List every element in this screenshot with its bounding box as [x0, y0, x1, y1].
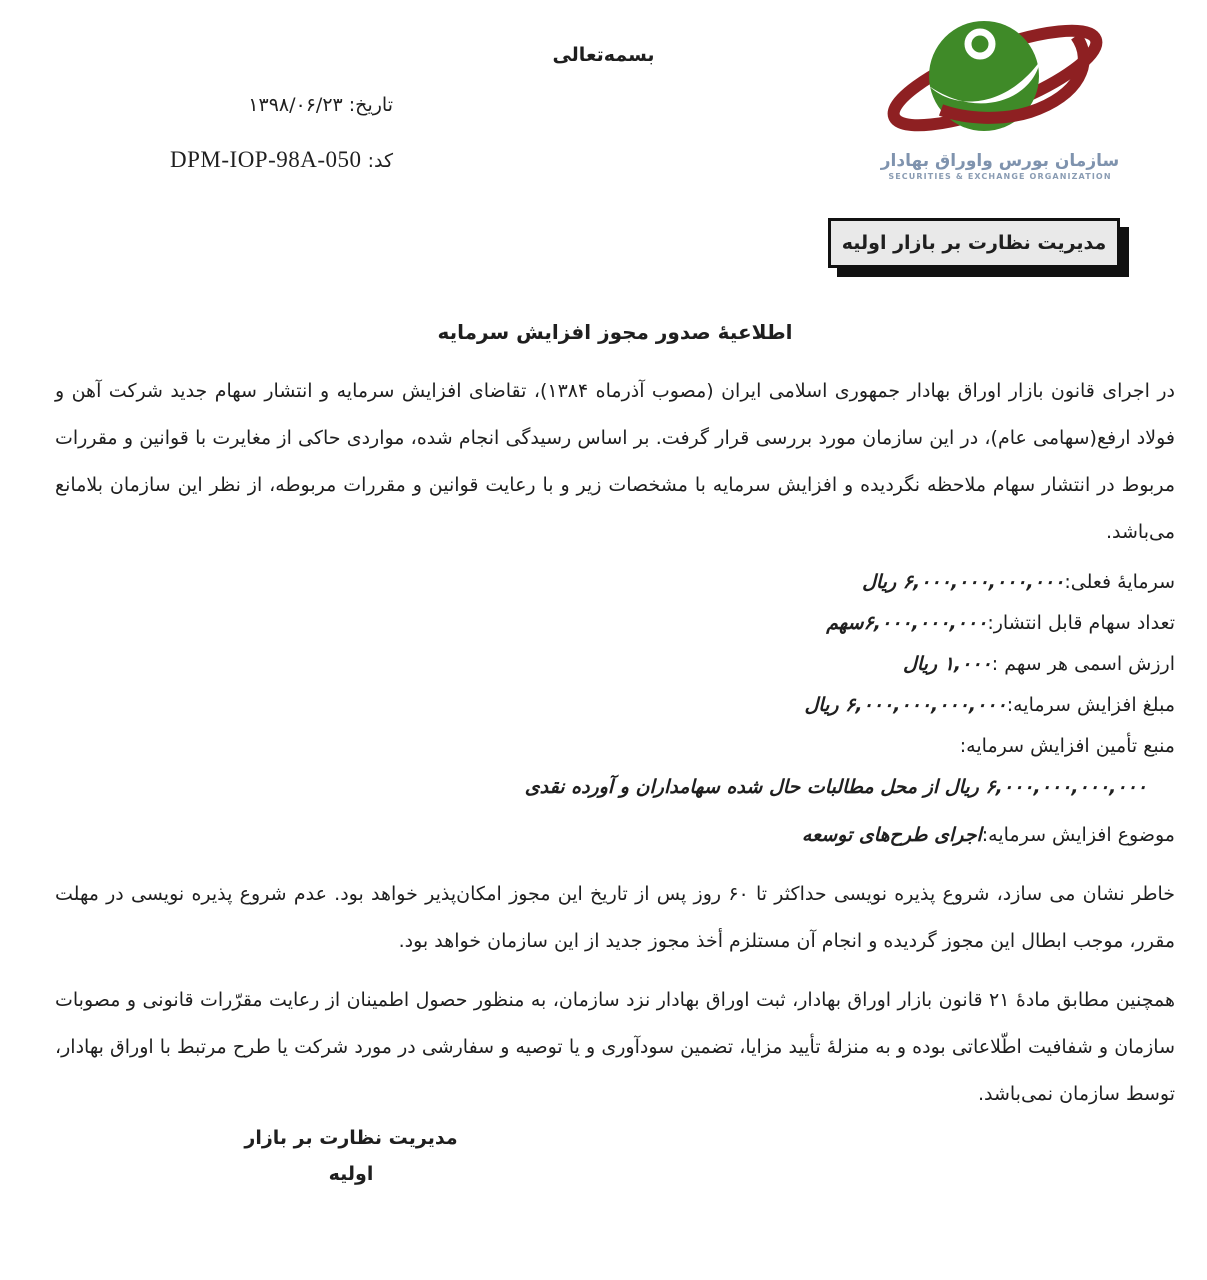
subject-line: [55, 812, 1175, 859]
signature-text: مدیریت نظارت بر بازار اولیه: [244, 1127, 458, 1185]
funding-source-line: ۶,۰۰۰,۰۰۰,۰۰۰,۰۰۰ ریال از محل مطالبات حال شده سهامداران و آورده نقدی: [524, 776, 1147, 798]
date-label: تاریخ:: [348, 94, 393, 116]
nominal-value-row: [55, 644, 1175, 685]
increase-amount-label: مبلغ افزایش سرمایه:: [1006, 694, 1175, 716]
issuable-shares-label: تعداد سهام قابل انتشار:: [987, 612, 1175, 634]
logo-subtitle-en: SECURITIES & EXCHANGE ORGANIZATION: [888, 172, 1112, 181]
document-body: [55, 312, 1175, 1118]
department-box: مدیریت نظارت بر بازار اولیه: [828, 218, 1120, 268]
increase-amount-row: [55, 685, 1175, 726]
increase-amount-value: ۶,۰۰۰,۰۰۰,۰۰۰,۰۰۰ ریال: [804, 694, 1007, 716]
code-line: [73, 144, 393, 177]
issuable-shares-value: ۶,۰۰۰,۰۰۰,۰۰۰سهم: [826, 612, 988, 634]
document-title: اطلاعیهٔ صدور مجوز افزایش سرمایه: [437, 320, 793, 344]
nominal-value-value: ۱,۰۰۰ ریال: [903, 653, 992, 675]
issuable-shares-row: [55, 603, 1175, 644]
seo-logo: [880, 14, 1120, 182]
date-line: [73, 90, 393, 120]
nominal-value-label: ارزش اسمی هر سهم :: [991, 653, 1175, 675]
current-capital-value: ۶,۰۰۰,۰۰۰,۰۰۰,۰۰۰ ریال: [862, 571, 1065, 593]
date-value: ۱۳۹۸/۰۶/۲۳: [248, 94, 343, 116]
code-label: کد:: [367, 150, 393, 172]
current-capital-row: [55, 562, 1175, 603]
current-capital-label: سرمایهٔ فعلی:: [1064, 571, 1175, 593]
funding-source-label-row: [55, 726, 1175, 767]
legal-paragraph: همچنین مطابق مادهٔ ۲۱ قانون بازار اوراق بهادار، ثبت اوراق بهادار نزد سازمان، به منظور حصول اطمینان از رعایت مقرّرات قانونی و مصوبات سازمان و شفافیت اطّلاعاتی بوده و به منزلهٔ تأیید مزایا، تضمین سودآوری و یا توصیه و سفارشی در مورد شرکت یا طرح مرتبط با اوراق بهادار، توسط سازمان نمی‌باشد.: [55, 989, 1175, 1105]
notice-paragraph: خاطر نشان می سازد، شروع پذیره نویسی حداکثر تا ۶۰ روز پس از تاریخ این مجوز امکان‌پذیر خواهد بود. عدم شروع پذیره نویسی در مهلت مقرر، موجب ابطال این مجوز گردیده و انجام آن مستلزم أخذ مجوز جدید از این سازمان خواهد بود.: [55, 883, 1175, 952]
capital-specs: [55, 562, 1175, 808]
subject-label: موضوع افزایش سرمایه:: [981, 824, 1175, 846]
subject-value: اجرای طرح‌های توسعه: [801, 824, 982, 846]
code-value: DPM-IOP-98A-050: [170, 147, 362, 172]
logo-title-fa: سازمان بورس واوراق بهادار: [880, 151, 1120, 171]
funding-source-label: منبع تأمین افزایش سرمایه:: [959, 735, 1175, 757]
bismillah-text: بسمه‌تعالی: [552, 44, 655, 66]
intro-paragraph: در اجرای قانون بازار اوراق بهادار جمهوری اسلامی ایران (مصوب آذرماه ۱۳۸۴)، تقاضای افزایش سرمایه و انتشار سهام جدید شرکت آهن و فولاد ارفع(سهامی عام)، در این سازمان مورد بررسی قرار گرفت. بر اساس رسیدگی انجام شده، مواردی حاکی از مغایرت با قوانین و مقررات مربوط در انتشار سهام ملاحظه نگردیده و افزایش سرمایه با مشخصات زیر و با رعایت قوانین و مقررات مربوطه، از نظر این سازمان بلامانع می‌باشد.: [55, 380, 1175, 543]
meta-block: [73, 90, 393, 177]
seo-globe-swoosh-icon: [880, 14, 1120, 146]
